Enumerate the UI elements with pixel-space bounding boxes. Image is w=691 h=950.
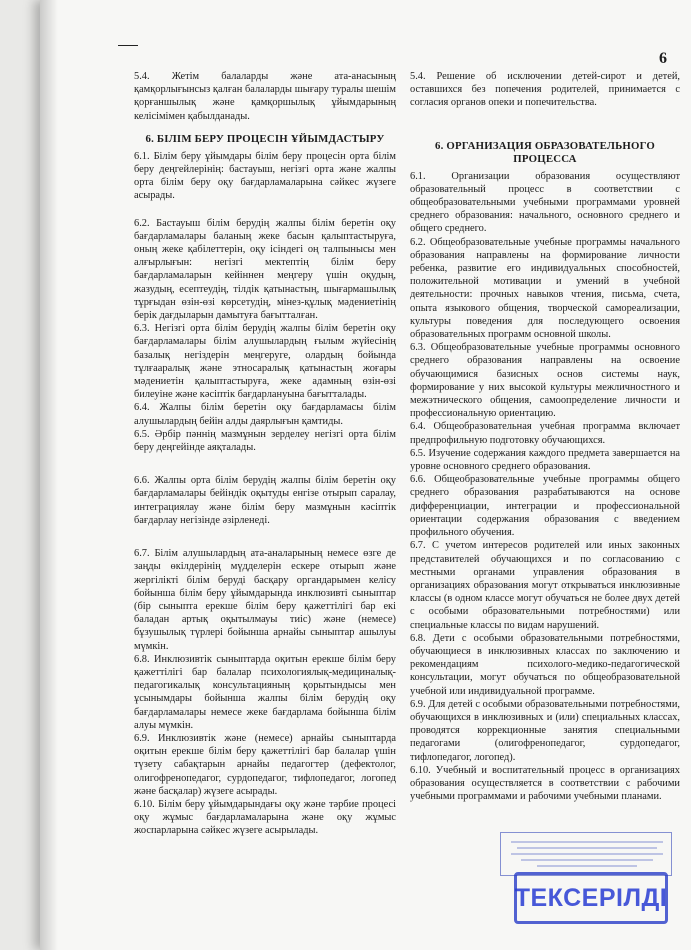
paragraph-6-5-ru: 6.5. Изучение содержания каждого предмета завершается на уровне основного среднего образования.	[410, 447, 680, 473]
paragraph-6-2-ru: 6.2. Общеобразовательные учебные программы начального образования направлены на формирование личности ребенка, развитие его индивидуальных способностей, положительной мотивации и умений в учебной деятельности: прочных навыков чтения, письма, счета, опыта языкового общения, творческой самореализации, культуры поведения для последующего освоения образовательных программ основной школы.	[410, 236, 680, 341]
paragraph-5-4-ru: 5.4. Решение об исключении детей-сирот и детей, оставшихся без попечения родителей, принимается с согласия органов опеки и попечительства.	[410, 71, 680, 109]
paragraph-6-10-kz: 6.10. Білім беру ұйымдарындағы оқу және тәрбие процесі оқу жұмыс бағдарламаларына және оқу жұмыс жоспарларына сәйкес жүзеге асырылады.	[134, 798, 396, 837]
paragraph-6-5-kz: 6.5. Әрбір пәннің мазмұнын зерделеу негізгі орта білім беру деңгейінде аяқталады.	[134, 428, 396, 454]
stamp-header-image	[500, 832, 672, 876]
stamp-verified-text: ТЕКСЕРІЛДІ	[514, 872, 668, 924]
margin-mark	[118, 45, 138, 46]
page-number: 6	[659, 50, 667, 67]
section-heading-kz: 6. БІЛІМ БЕРУ ПРОЦЕСІН ҰЙЫМДАСТЫРУ	[145, 132, 385, 145]
paragraph-6-6-kz: 6.6. Жалпы орта білім берудің жалпы білім беретін оқу бағдарламалары бейіндік оқытуды енгізе отырып саралау, интеграциялау және білім беру мазмұнын кәсіптік бағдарлау негізінде әзірленеді.	[134, 475, 396, 526]
kazakh-column	[134, 70, 396, 838]
paragraph-6-10-ru: 6.10. Учебный и воспитательный процесс в организациях образования осуществляется в соответствии с рабочими учебными программами и рабочими учебными планами.	[410, 764, 680, 803]
paragraph-6-6-ru: 6.6. Общеобразовательные учебные программы общего среднего образования разрабатываются на основе дифференциации, интеграции и профессиональной ориентации содержания образования с введением профильного обучения.	[410, 474, 680, 539]
stamp-fine-print-icon	[507, 836, 667, 872]
verification-stamp	[488, 832, 674, 942]
paragraph-5-4-kz: 5.4. Жетім балаларды және ата-анасының қамқорлығынсыз қалған балаларды шығару туралы шешім қорғаншылық және қамқоршылық ұйымдарының келісімімен қабылданады.	[134, 71, 396, 122]
paragraph-6-3-ru: 6.3. Общеобразовательные учебные программы основного среднего образования направлены на освоение обучающимися базисных основ системы наук, формирование у них высокой культуры межличностного и межэтнического общения, самоопределение личности и профессиональную ориентацию.	[410, 342, 680, 420]
paragraph-6-4-kz: 6.4. Жалпы білім беретін оқу бағдарламасы білім алушылардың бейін алды даярлығын қамтиды.	[134, 402, 396, 427]
paragraph-6-1-ru: 6.1. Организации образования осуществляют образовательный процесс в соответствии с общеобразовательными учебными программами уровней среднего образования: начального, основного среднего и общего среднего.	[410, 170, 680, 235]
paragraph-6-7-ru: 6.7. С учетом интересов родителей или иных законных представителей обучающихся и по согласованию с местными органами управления образования в организациях образования могут открываться инклюзивные классы (в одном классе могут обучаться не более двух детей с особыми образовательными потребностями) или специальные классы по видам нарушений.	[410, 540, 680, 631]
paragraph-6-8-kz: 6.8. Инклюзивтік сыныптарда оқитын ерекше білім беру қажеттілігі бар балалар психологиялық-медициналық-педагогикалық консультацияның қорытындысы мен ұсынымдары бойынша жалпы білім берудің оқу бағдарламалары немесе жеке бағдарлама бойынша білім алуы мүмкін.	[134, 653, 396, 731]
paragraph-6-1-kz: 6.1. Білім беру ұйымдары білім беру процесін орта білім беру деңгейлерінің: бастауыш, негізгі орта және жалпы орта білім беру оқу бағдарламаларына сәйкес жүзеге асырады.	[134, 150, 396, 202]
russian-column	[410, 70, 680, 803]
paragraph-6-9-ru: 6.9. Для детей с особыми образовательными потребностями, обучающихся в инклюзивных и (или) специальных классах, проводятся коррекционные занятия специальными педагогами (олигофренопедагог, сурдопедагог, тифлопедагог, логопед).	[410, 698, 680, 763]
paragraph-6-7-kz: 6.7. Білім алушылардың ата-аналарының немесе өзге де заңды өкілдерінің мүдделерін ескере отырып және жергілікті білім беруді басқару органдарымен келісу бойынша білім беру ұйымдарында инклюзивті сыныптар (бір сыныпта ерекше білім беру қажеттілігі бар екі баладан артық оқытылмауы тиіс) және (немесе) бұзушылық түрлері бойынша арнайы сыныптар ашылуы мүмкін.	[134, 548, 396, 652]
paragraph-6-3-kz: 6.3. Негізгі орта білім берудің жалпы білім беретін оқу бағдарламалары білім алушылардың ғылым жүйесінің базалық негіздерін меңгеруге, олардың бойында тұлғааралық және этносаралық қатынастың жоғары мәдениетін қалыптастыруға, жеке адамның өзін-өзі билеуіне және кәсіптік бағдарлануына бағытталады.	[134, 323, 396, 401]
paragraph-6-9-kz: 6.9. Инклюзивтік және (немесе) арнайы сыныптарда оқитын ерекше білім беру қажеттілігі бар балалар үшін түзету сабақтарын арнайы педагогтер (дефектолог, олигофренопедагог, сурдопедагог, тифлопедагог, логопед және басқалар) жүзеге асырады.	[134, 732, 396, 797]
paragraph-6-8-ru: 6.8. Дети с особыми образовательными потребностями, обучающиеся в инклюзивных классах по заключению и рекомендациям психолого-медико-педагогической консультации, могут обучаться по общеобразовательной учебной или индивидуальной программе.	[410, 632, 680, 697]
paragraph-6-4-ru: 6.4. Общеобразовательная учебная программа включает предпрофильную подготовку обучающихся.	[410, 421, 680, 446]
paragraph-6-2-kz: 6.2. Бастауыш білім берудің жалпы білім беретін оқу бағдарламалары баланың жеке басын қалыптастыруға, оның жеке қабілеттерін, оқу ісіндегі оң талпынысы мен алғырлығын: негізгі мектептің білім беру бағдарламаларын кейіннен меңгеру үшін оқудың, жазудың, есептеудің, тілдік қатынастың, шығармашылық тұрғыдан өзін-өзі көрсетудің, мінез-құлық мәдениетінің берік дағдыларын дамытуға бағытталған.	[134, 217, 396, 322]
section-heading-ru: 6. ОРГАНИЗАЦИЯ ОБРАЗОВАТЕЛЬНОГО ПРОЦЕССА	[434, 139, 656, 165]
document-page	[40, 0, 691, 950]
